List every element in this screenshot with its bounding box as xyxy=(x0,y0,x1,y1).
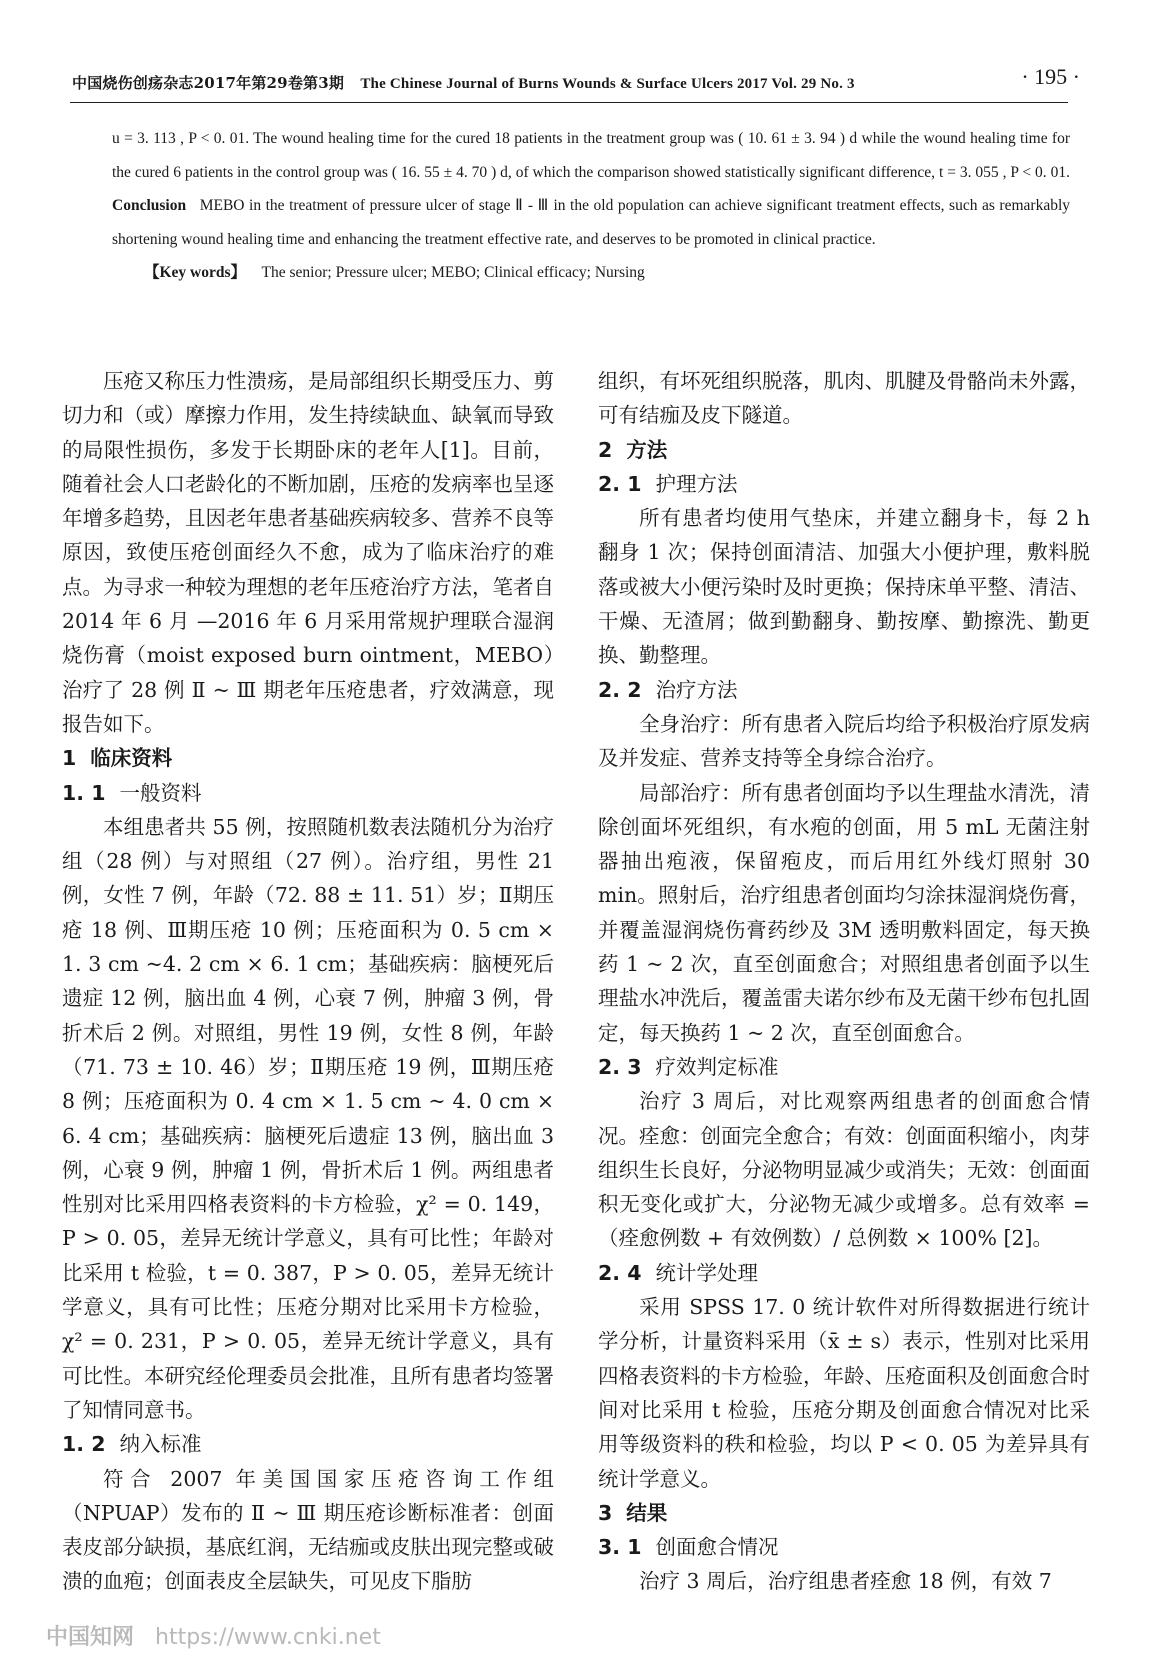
intro-paragraph: 压疮又称压力性溃疡，是局部组织长期受压力、剪切力和（或）摩擦力作用，发生持续缺血、缺氧而导致的局限性损伤，多发于长期卧床的老年人[1]。目前，随着社会人口老龄化的不断加剧，压疮的发病率也呈逐年增多趋势，且因老年患者基础疾病较多、营养不良等原因，致使压疮创面经久不愈，成为了临床治疗的难点。为寻求一种较为理想的老年压疮治疗方法，笔者自 2014 年 6 月 —2016 年 6 月采用常规护理联合湿润烧伤膏（moist exposed burn ointment，MEBO）治疗了 28 例 Ⅱ ~ Ⅲ 期老年压疮患者，疗效满意，现报告如下。 xyxy=(62,369,554,736)
section-1-2-heading xyxy=(62,1427,554,1461)
section-2-1-title: 护理方法 xyxy=(655,471,738,496)
section-3-1-heading xyxy=(598,1530,1090,1564)
section-2-4-title: 统计学处理 xyxy=(655,1260,758,1285)
section-3-number: 3 xyxy=(598,1500,613,1525)
keywords-label: 【Key words】 xyxy=(144,264,247,281)
continued-paragraph: 组织，有坏死组织脱落，肌肉、肌腱及骨骼尚未外露，可有结痂及皮下隧道。 xyxy=(598,369,1090,428)
cnki-watermark xyxy=(46,1620,381,1651)
section-3-1-title: 创面愈合情况 xyxy=(655,1535,779,1560)
section-2-4-paragraph: 采用 SPSS 17. 0 统计软件对所得数据进行统计学分析，计量资料采用（x̄ ± s）表示，性别对比采用四格表资料的卡方检验，年龄、压疮面积及创面愈合时间对比采用 t 检验，压疮分期及创面愈合情况对比采用等级资料的秩和检验，均以 P < 0. 05 为差异具有统计学意义。 xyxy=(598,1295,1090,1491)
section-2-3-heading xyxy=(598,1050,1090,1084)
conclusion-label: Conclusion xyxy=(112,197,187,214)
section-1-2-number: 1. 2 xyxy=(62,1432,106,1457)
section-2-3-number: 2. 3 xyxy=(598,1054,642,1079)
section-3-heading xyxy=(598,1496,1090,1530)
section-2-4-number: 2. 4 xyxy=(598,1260,642,1285)
section-2-1-paragraph: 所有患者均使用气垫床，并建立翻身卡，每 2 h 翻身 1 次；保持创面清洁、加强大小便护理，敷料脱落或被大小便污染时及时更换；保持床单平整、清洁、干燥、无渣屑；做到勤翻身、勤按摩、勤擦洗、勤更换、勤整理。 xyxy=(598,506,1090,668)
keywords xyxy=(112,256,1070,290)
section-1-2-paragraph: 符合 2007 年美国国家压疮咨询工作组（NPUAP）发布的 Ⅱ ~ Ⅲ 期压疮诊断标准者：创面表皮部分缺损，基底红润，无结痂或皮肤出现完整或破溃的血疱；创面表皮全层缺失，可见皮下脂肪 xyxy=(62,1466,554,1594)
section-2-2-heading xyxy=(598,673,1090,707)
section-2-4-heading xyxy=(598,1256,1090,1290)
section-1-1-number: 1. 1 xyxy=(62,780,106,805)
section-2-heading xyxy=(598,433,1090,467)
abstract-results-text: u = 3. 113 , P < 0. 01. The wound healing time for the cured 18 patients in the treatment group was ( 10. 61 ± 3. 94 ) d while the wound healing time for the cured 6 patients in the control group was ( 16. 55 ± 4. 70 ) d, of which the comparison showed statistically significant difference, t = 3. 055 , P < 0. 01. xyxy=(112,130,1070,181)
keywords-text: The senior; Pressure ulcer; MEBO; Clinical efficacy; Nursing xyxy=(261,264,645,281)
abstract-results xyxy=(112,122,1070,256)
section-1-2-title: 纳入标准 xyxy=(119,1432,202,1457)
english-abstract xyxy=(112,122,1070,290)
section-2-number: 2 xyxy=(598,437,613,462)
section-1-number: 1 xyxy=(62,746,77,771)
section-1-1-heading xyxy=(62,776,554,810)
journal-name-en: The Chinese Journal of Burns Wounds & Surface Ulcers 2017 Vol. 29 No. 3 xyxy=(360,76,855,92)
section-2-1-heading xyxy=(598,467,1090,501)
header-rule xyxy=(70,102,1068,103)
section-2-2-title: 治疗方法 xyxy=(655,677,738,702)
section-2-2-paragraph-1: 全身治疗：所有患者入院后均给予积极治疗原发病及并发症、营养支持等全身综合治疗。 xyxy=(598,711,1090,771)
section-3-1-number: 3. 1 xyxy=(598,1535,642,1560)
section-1-1-title: 一般资料 xyxy=(119,780,202,805)
section-2-1-number: 2. 1 xyxy=(598,471,642,496)
left-column xyxy=(62,364,554,1599)
cnki-logo: 中国知网 xyxy=(46,1625,135,1650)
section-2-2-number: 2. 2 xyxy=(598,677,642,702)
section-2-3-paragraph: 治疗 3 周后，对比观察两组患者的创面愈合情况。痊愈：创面完全愈合；有效：创面面积缩小，肉芽组织生长良好，分泌物明显减少或消失；无效：创面面积无变化或扩大，分泌物无减少或增多。总有效率 = （痊愈例数 + 有效例数）/ 总例数 × 100% [2]。 xyxy=(598,1089,1090,1251)
page-number: · 195 · xyxy=(1021,64,1080,89)
section-2-2-paragraph-2: 局部治疗：所有患者创面均予以生理盐水清洗，清除创面坏死组织，有水疱的创面，用 5 mL 无菌注射器抽出疱液，保留疱皮，而后用红外线灯照射 30 min。照射后，治疗组患者创面均匀涂抹湿润烧伤膏，并覆盖湿润烧伤膏药纱及 3M 透明敷料固定，每天换药 1 ~ 2 次，直至创面愈合；对照组患者创面予以生理盐水冲洗后，覆盖雷夫诺尔纱布及无菌干纱布包扎固定，每天换药 1 ~ 2 次，直至创面愈合。 xyxy=(598,780,1090,1045)
section-1-title: 临床资料 xyxy=(90,746,173,771)
section-2-title: 方法 xyxy=(626,437,668,462)
right-column xyxy=(598,364,1090,1599)
section-3-1-paragraph: 治疗 3 周后，治疗组患者痊愈 18 例，有效 7 xyxy=(639,1569,1052,1594)
journal-citation xyxy=(72,72,855,93)
section-3-title: 结果 xyxy=(626,1500,668,1525)
conclusion-text: MEBO in the treatment of pressure ulcer of stage Ⅱ - Ⅲ in the old population can achieve significant treatment effects, such as remarkably shortening wound healing time and enhancing the treatment effective rate, and deserves to be promoted in clinical practice. xyxy=(112,197,1071,248)
section-1-1-paragraph: 本组患者共 55 例，按照随机数表法随机分为治疗组（28 例）与对照组（27 例）。治疗组，男性 21 例，女性 7 例，年龄（72. 88 ± 11. 51）岁；Ⅱ期压疮 18 例、Ⅲ期压疮 10 例；压疮面积为 0. 5 cm × 1. 3 cm ~4. 2 cm × 6. 1 cm；基础疾病：脑梗死后遗症 12 例，脑出血 4 例，心衰 7 例，肿瘤 3 例，骨折术后 2 例。对照组，男性 19 例，女性 8 例，年龄（71. 73 ± 10. 46）岁；Ⅱ期压疮 19 例，Ⅲ期压疮 8 例；压疮面积为 0. 4 cm × 1. 5 cm ~ 4. 0 cm × 6. 4 cm；基础疾病：脑梗死后遗症 13 例，脑出血 3 例，心衰 9 例，肿瘤 1 例，骨折术后 1 例。两组患者性别对比采用四格表资料的卡方检验，χ² = 0. 149，P > 0. 05，差异无统计学意义，具有可比性；年龄对比采用 t 检验，t = 0. 387，P > 0. 05，差异无统计学意义，具有可比性；压疮分期对比采用卡方检验，χ² = 0. 231，P > 0. 05，差异无统计学意义，具有可比性。本研究经伦理委员会批准，且所有患者均签署了知情同意书。 xyxy=(62,814,554,1422)
cnki-url: https://www.cnki.net xyxy=(155,1625,381,1650)
section-2-3-title: 疗效判定标准 xyxy=(655,1054,779,1079)
section-1-heading xyxy=(62,741,554,775)
running-header xyxy=(60,58,1080,102)
journal-name-cn: 中国烧伤创疡杂志2017年第29卷第3期 xyxy=(72,74,345,92)
